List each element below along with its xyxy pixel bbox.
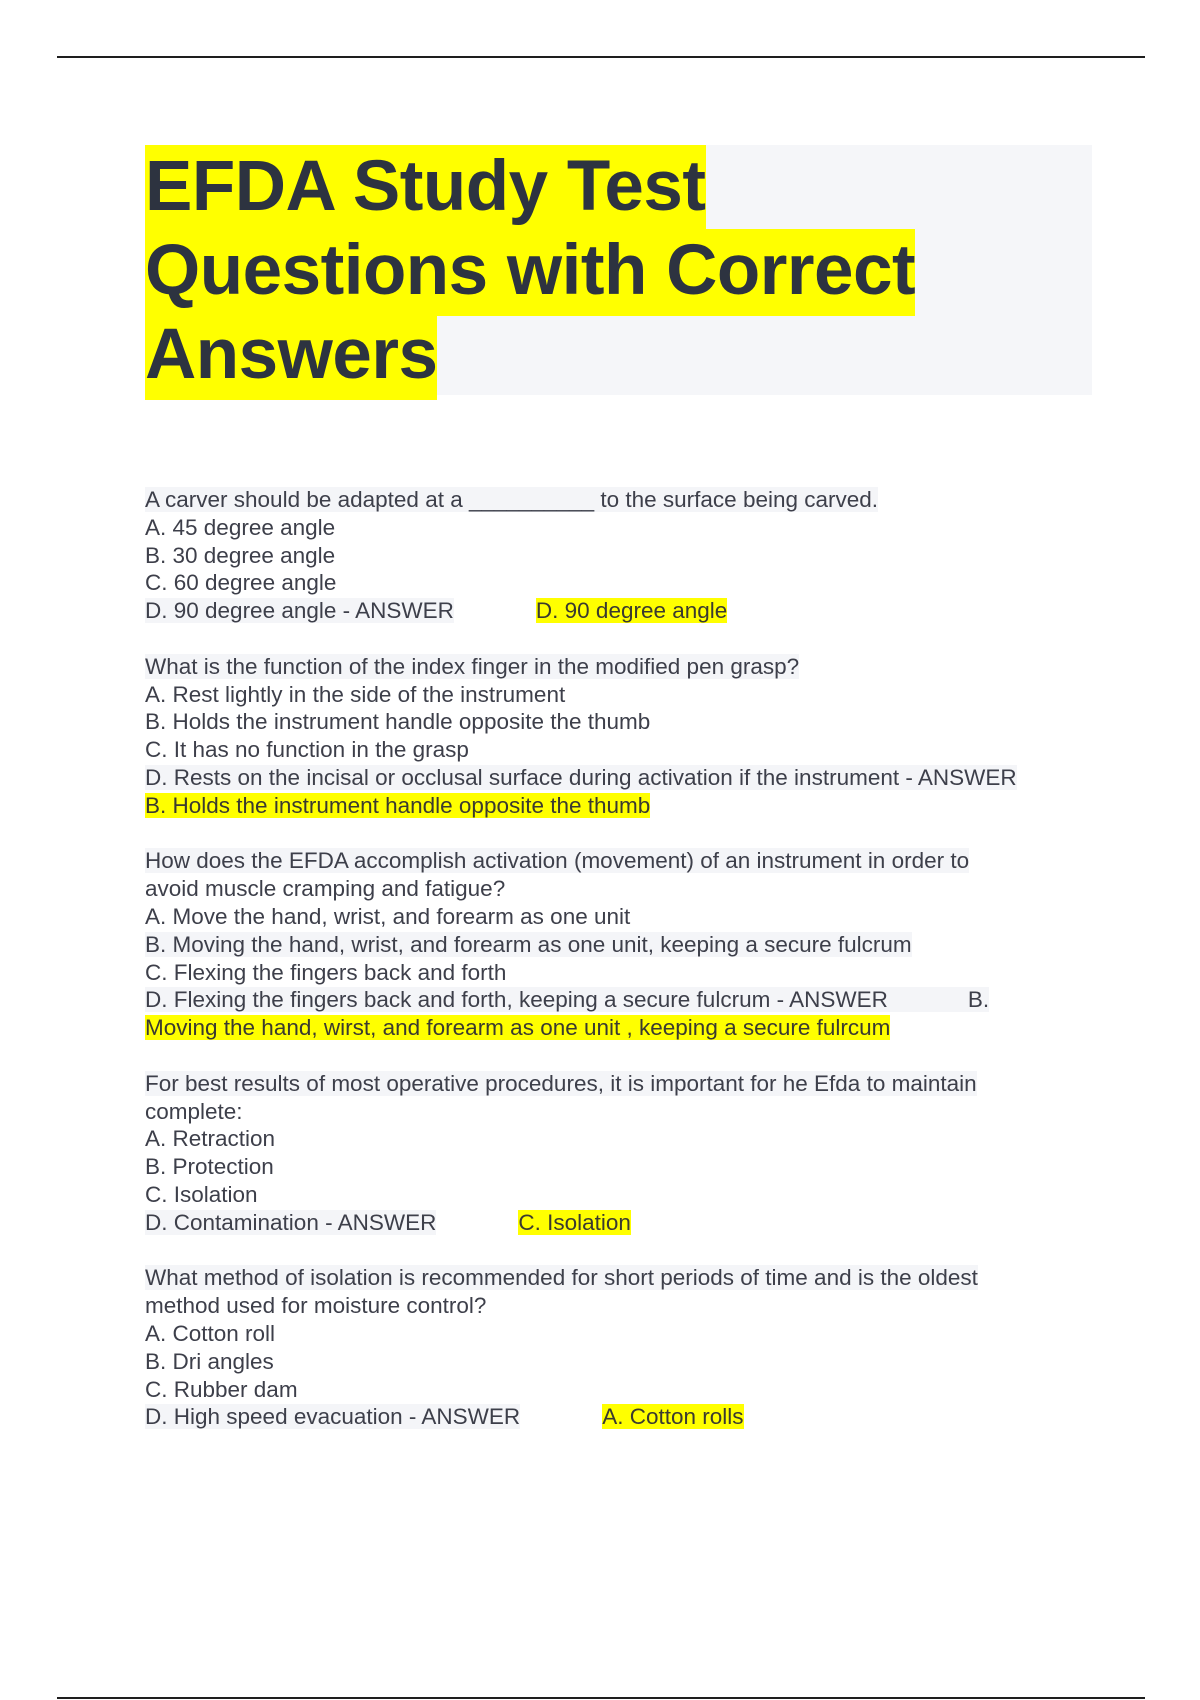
title-line-1: EFDA Study Test (145, 145, 706, 232)
title-block (145, 145, 1092, 395)
option-b: B. 30 degree angle (145, 542, 336, 568)
title-line-3: Answers (145, 313, 437, 400)
correct-answer: A. Cotton rolls (602, 1404, 744, 1430)
question-3 (145, 847, 1095, 1042)
option-b: B. Moving the hand, wrist, and forearm as one unit, keeping a secure fulcrum (145, 931, 912, 957)
question-prompt-line-1: How does the EFDA accomplish activation (movement) of an instrument in order to (145, 848, 970, 874)
question-prompt-line-2: avoid muscle cramping and fatigue? (145, 876, 506, 902)
option-c: C. Isolation (145, 1181, 258, 1207)
question-1 (145, 486, 1095, 625)
question-5 (145, 1264, 1095, 1431)
option-c: C. Flexing the fingers back and forth (145, 959, 507, 985)
option-b: B. Holds the instrument handle opposite the thumb (145, 709, 651, 735)
correct-answer: D. 90 degree angle (535, 598, 728, 624)
question-prompt: A carver should be adapted at a __________ to the surface being carved. (145, 487, 879, 512)
correct-answer: C. Isolation (518, 1209, 631, 1235)
top-rule (57, 56, 1145, 58)
option-c: C. Rubber dam (145, 1376, 298, 1402)
option-a: A. Move the hand, wrist, and forearm as one unit (145, 903, 631, 929)
answer-prefix: B. (967, 987, 990, 1013)
bottom-rule (57, 1697, 1145, 1699)
correct-answer: Moving the hand, wirst, and forearm as one unit , keeping a secure fulrcum (145, 1015, 891, 1041)
option-a: A. Cotton roll (145, 1320, 276, 1346)
question-4 (145, 1070, 1095, 1237)
question-prompt: What is the function of the index finger in the modified pen grasp? (145, 653, 800, 679)
option-b: B. Dri angles (145, 1348, 274, 1374)
correct-answer: B. Holds the instrument handle opposite the thumb (145, 792, 651, 818)
question-list (145, 486, 1095, 1459)
question-prompt-line-2: complete: (145, 1098, 243, 1124)
question-prompt-line-2: method used for moisture control? (145, 1293, 487, 1319)
option-a: A. Rest lightly in the side of the instrument (145, 681, 566, 707)
option-a: A. Retraction (145, 1126, 276, 1152)
option-c: C. It has no function in the grasp (145, 737, 469, 763)
question-2 (145, 653, 1095, 820)
question-prompt-line-1: What method of isolation is recommended for short periods of time and is the oldest (145, 1265, 978, 1291)
page-title (145, 145, 1092, 397)
option-a: A. 45 degree angle (145, 514, 336, 540)
option-c: C. 60 degree angle (145, 570, 337, 596)
option-d: D. High speed evacuation - ANSWER (145, 1404, 521, 1430)
option-d: D. Rests on the incisal or occlusal surface during activation if the instrument - ANSWER (145, 764, 1017, 790)
option-d: D. Flexing the fingers back and forth, keeping a secure fulcrum - ANSWER (145, 987, 888, 1013)
title-line-2: Questions with Correct (145, 229, 915, 316)
question-prompt-line-1: For best results of most operative procedures, it is important for he Efda to maintain (145, 1070, 977, 1096)
option-d: D. 90 degree angle - ANSWER (145, 598, 454, 624)
option-d: D. Contamination - ANSWER (145, 1209, 437, 1235)
option-b: B. Protection (145, 1154, 274, 1180)
